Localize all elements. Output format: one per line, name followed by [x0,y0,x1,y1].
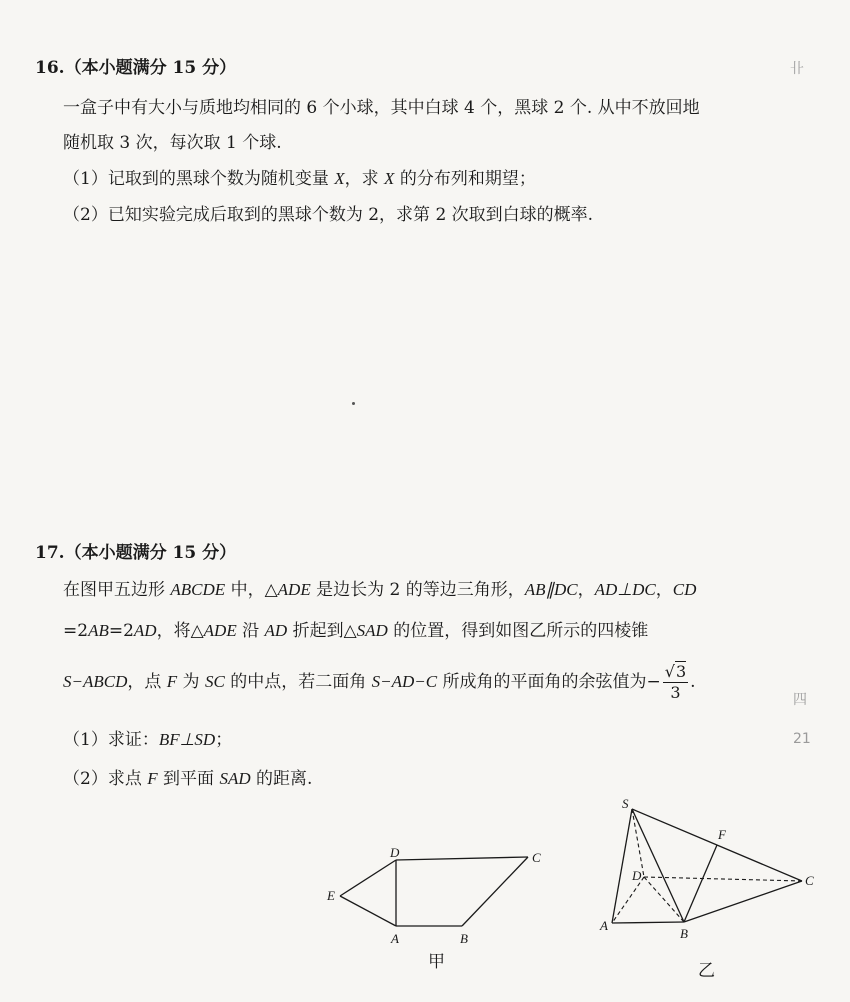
label-D: D [390,845,400,860]
label-B: B [680,926,688,941]
figure-yi [592,795,822,945]
margin-mark-mid: 四 [793,692,807,708]
q16-part1-text-c: 的分布列和期望； [394,169,536,189]
q17-l1-a: 在图甲五边形 [63,580,171,600]
stray-dot [352,402,355,405]
label-A: A [600,918,608,933]
q17-l1-c: 中，△ [225,580,278,600]
q17-l1-g: ， [577,580,595,600]
q17-l1-e: 是边长为 2 的等边三角形， [310,580,525,600]
label-C: C [805,873,814,888]
margin-mark-lower: 21 [793,731,811,747]
caption-yi: 乙 [698,961,715,981]
q17-l1-i: ， [655,580,673,600]
q17-l3-e: SC [204,672,225,691]
edge-AB [612,922,684,923]
q17-l3-h: 所成角的平面角的余弦值为− [437,672,661,692]
q17-l2-c: =2 [108,621,134,641]
q17-line1 [63,578,696,602]
q17-line3 [63,660,696,704]
q17-l2-b: AB [88,621,109,640]
margin-mark-top: 卝 [790,61,804,77]
q17-p2-e: 的距离. [250,769,313,789]
edge-SB [632,809,684,922]
label-B: B [460,931,468,946]
fraction-denominator: 3 [670,683,681,702]
q17-p2-a: （2）求点 [63,769,148,789]
label-C: C [532,850,541,865]
q17-l2-i: 折起到△ [287,621,357,641]
q17-l2-h: AD [264,621,288,640]
label-E: E [327,888,335,903]
edge-BC [684,881,802,922]
q17-l1-h: AD⊥DC [594,580,656,599]
edge-EA [340,896,396,926]
q16-part1 [63,167,536,191]
q17-l2-e: ，将△ [156,621,204,641]
q17-header: 17.（本小题满分 15 分） [35,543,237,563]
q16-part1-text-b: ，求 [344,169,385,189]
q17-l3-g: S−AD−C [371,672,438,691]
q16-line2: 随机取 3 次，每次取 1 个球. [63,133,282,153]
caption-jia: 甲 [428,952,445,972]
q17-l3-b: ，点 [127,672,167,692]
q16-line1: 一盒子中有大小与质地均相同的 6 个小球，其中白球 4 个，黑球 2 个. 从中不放回地 [63,98,700,118]
q17-l3-f: 的中点，若二面角 [224,672,372,692]
q17-p2-d: SAD [219,769,251,788]
label-F: F [718,827,726,842]
q17-l2-k: 的位置，得到如图乙所示的四棱锥 [387,621,649,641]
q17-p1-b: BF⊥SD [158,730,216,749]
q17-l1-f: AB∥DC [524,580,578,599]
q16-var-x: X [334,169,345,188]
edge-BC [462,857,528,926]
q17-l3-c: F [166,672,178,691]
sqrt-radicand: 3 [675,662,687,681]
q16-part1-text-a: （1）记取到的黑球个数为随机变量 [63,169,335,189]
fraction-numerator: √3 [664,662,687,681]
q17-part2 [63,767,312,791]
q17-l2-d: AD [133,621,157,640]
q17-fraction [663,662,688,703]
q17-p1-a: （1）求证： [63,730,159,750]
q17-p1-c: ； [215,730,233,750]
label-S: S [622,796,629,811]
q17-l3-d: 为 [177,672,205,692]
q17-part1 [63,728,232,752]
q17-l2-a: =2 [63,621,89,641]
edge-SD [632,809,644,877]
label-A: A [391,931,399,946]
q17-l3-a: S−ABCD [63,672,128,691]
q16-header: 16.（本小题满分 15 分） [35,58,237,78]
edge-DC [396,857,528,860]
q17-line2 [63,619,648,643]
edge-ED [340,860,396,896]
edge-DC [644,877,802,881]
edge-DB [644,877,684,922]
q16-var-x: X [384,169,395,188]
q17-p2-b: F [147,769,158,788]
q17-p2-c: 到平面 [157,769,220,789]
q17-l2-j: SAD [356,621,388,640]
figure-jia [320,840,550,950]
edge-SA [612,809,632,923]
edge-BF [684,845,717,922]
q17-l1-d: ADE [277,580,311,599]
q17-l2-f: ADE [203,621,237,640]
q17-l1-j: CD [672,580,697,599]
label-D: D [632,868,642,883]
q17-l1-b: ABCDE [170,580,226,599]
q17-l2-g: 沿 [236,621,265,641]
q16-part2: （2）已知实验完成后取到的黑球个数为 2，求第 2 次取到白球的概率. [63,205,594,225]
edge-DA [612,877,644,923]
q17-l3-end: . [690,672,696,692]
